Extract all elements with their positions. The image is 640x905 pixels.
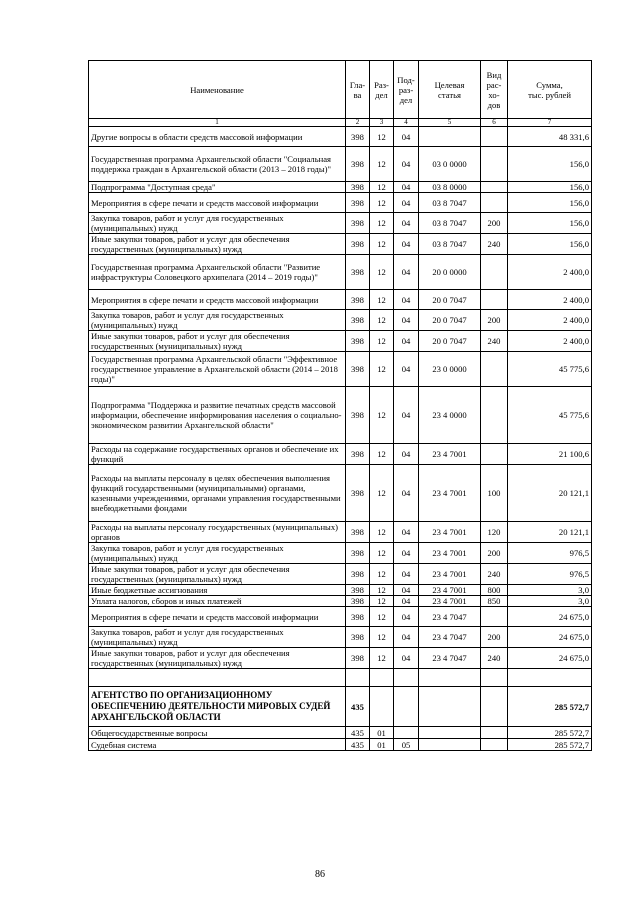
table-row	[89, 193, 592, 213]
header-podrazdel: Под- раз- дел	[394, 61, 419, 119]
row-razdel: 12	[370, 127, 394, 147]
row-summa	[508, 669, 592, 687]
row-razdel: 01	[370, 739, 394, 751]
row-podrazdel: 04	[394, 213, 419, 234]
row-summa: 21 100,6	[508, 444, 592, 465]
row-statya: 03 0 0000	[419, 147, 481, 182]
row-razdel: 12	[370, 387, 394, 444]
row-podrazdel: 04	[394, 234, 419, 255]
row-statya: 03 8 7047	[419, 193, 481, 213]
column-number: 2	[346, 119, 370, 127]
table-row	[89, 465, 592, 522]
row-name: Государственная программа Архангельской области "Развитие инфраструктуры Соловецкого архипелага (2014 – 2019 годы)"	[89, 255, 346, 290]
row-glava: 398	[346, 564, 370, 585]
row-podrazdel: 04	[394, 147, 419, 182]
row-razdel: 12	[370, 331, 394, 352]
row-name: Мероприятия в сфере печати и средств массовой информации	[89, 193, 346, 213]
row-statya: 23 4 7001	[419, 564, 481, 585]
header-vid: Вид рас- хо- дов	[481, 61, 508, 119]
row-razdel: 12	[370, 234, 394, 255]
row-summa: 45 775,6	[508, 387, 592, 444]
row-glava: 435	[346, 739, 370, 751]
row-podrazdel: 04	[394, 607, 419, 627]
column-number-row	[89, 119, 592, 127]
row-name: Уплата налогов, сборов и иных платежей	[89, 596, 346, 607]
row-summa: 24 675,0	[508, 607, 592, 627]
column-number: 6	[481, 119, 508, 127]
table-row	[89, 310, 592, 331]
table-header-row	[89, 61, 592, 119]
row-glava: 398	[346, 127, 370, 147]
row-statya: 23 4 7047	[419, 627, 481, 648]
row-summa: 20 121,1	[508, 522, 592, 543]
row-statya: 23 4 7001	[419, 522, 481, 543]
row-podrazdel: 04	[394, 193, 419, 213]
row-vid: 200	[481, 627, 508, 648]
row-statya: 03 8 7047	[419, 213, 481, 234]
row-summa: 976,5	[508, 543, 592, 564]
row-razdel: 12	[370, 310, 394, 331]
row-vid	[481, 193, 508, 213]
row-vid	[481, 127, 508, 147]
budget-table	[88, 60, 592, 751]
row-name: Государственная программа Архангельской области "Эффективное государственное управление в Архангельской области (2014 – 2018 годы)"	[89, 352, 346, 387]
row-vid	[481, 669, 508, 687]
column-number: 3	[370, 119, 394, 127]
row-razdel: 12	[370, 444, 394, 465]
row-glava: 398	[346, 465, 370, 522]
row-podrazdel: 04	[394, 182, 419, 193]
row-name: Подпрограмма "Доступная среда"	[89, 182, 346, 193]
header-razdel: Раз- дел	[370, 61, 394, 119]
row-name: Иные закупки товаров, работ и услуг для обеспечения государственных (муниципальных) нужд	[89, 648, 346, 669]
header-statya: Целевая статья	[419, 61, 481, 119]
row-podrazdel	[394, 687, 419, 727]
row-glava: 398	[346, 331, 370, 352]
row-name: Расходы на содержание государственных органов и обеспечение их функций	[89, 444, 346, 465]
row-summa: 976,5	[508, 564, 592, 585]
row-glava: 398	[346, 543, 370, 564]
row-vid	[481, 739, 508, 751]
row-name: Иные закупки товаров, работ и услуг для обеспечения государственных (муниципальных) нужд	[89, 564, 346, 585]
row-statya: 23 4 7001	[419, 585, 481, 596]
row-podrazdel	[394, 669, 419, 687]
row-podrazdel: 04	[394, 255, 419, 290]
row-vid	[481, 255, 508, 290]
row-glava: 398	[346, 182, 370, 193]
row-glava: 398	[346, 147, 370, 182]
table-row	[89, 234, 592, 255]
row-razdel: 12	[370, 193, 394, 213]
row-podrazdel: 04	[394, 596, 419, 607]
row-name: Закупка товаров, работ и услуг для государственных (муниципальных) нужд	[89, 543, 346, 564]
column-number: 1	[89, 119, 346, 127]
row-razdel: 12	[370, 255, 394, 290]
row-glava	[346, 669, 370, 687]
row-name: Иные закупки товаров, работ и услуг для обеспечения государственных (муниципальных) нужд	[89, 331, 346, 352]
row-razdel: 12	[370, 648, 394, 669]
row-name: Расходы на выплаты персоналу государственных (муниципальных) органов	[89, 522, 346, 543]
row-summa: 24 675,0	[508, 648, 592, 669]
row-summa: 156,0	[508, 213, 592, 234]
row-podrazdel: 05	[394, 739, 419, 751]
row-razdel: 12	[370, 352, 394, 387]
row-vid: 200	[481, 213, 508, 234]
row-summa: 156,0	[508, 182, 592, 193]
row-statya: 20 0 7047	[419, 290, 481, 310]
row-statya: 23 4 7001	[419, 444, 481, 465]
row-razdel: 12	[370, 290, 394, 310]
row-statya: 23 4 7047	[419, 607, 481, 627]
row-podrazdel: 04	[394, 585, 419, 596]
row-podrazdel: 04	[394, 522, 419, 543]
row-summa: 285 572,7	[508, 739, 592, 751]
row-vid: 240	[481, 331, 508, 352]
row-summa: 285 572,7	[508, 727, 592, 739]
row-name: Иные закупки товаров, работ и услуг для обеспечения государственных (муниципальных) нужд	[89, 234, 346, 255]
row-vid	[481, 444, 508, 465]
row-name: Мероприятия в сфере печати и средств массовой информации	[89, 290, 346, 310]
row-name: Судебная система	[89, 739, 346, 751]
row-vid	[481, 182, 508, 193]
table-row	[89, 669, 592, 687]
table-row	[89, 444, 592, 465]
row-podrazdel: 04	[394, 465, 419, 522]
row-glava: 398	[346, 627, 370, 648]
table-row	[89, 522, 592, 543]
row-podrazdel: 04	[394, 543, 419, 564]
row-summa: 20 121,1	[508, 465, 592, 522]
row-glava: 398	[346, 596, 370, 607]
row-vid: 120	[481, 522, 508, 543]
table-row	[89, 564, 592, 585]
row-glava: 398	[346, 648, 370, 669]
row-glava: 435	[346, 727, 370, 739]
column-number: 5	[419, 119, 481, 127]
column-number: 7	[508, 119, 592, 127]
table-row	[89, 596, 592, 607]
row-razdel	[370, 687, 394, 727]
table-row	[89, 331, 592, 352]
table-row	[89, 352, 592, 387]
table-row	[89, 387, 592, 444]
row-statya	[419, 127, 481, 147]
row-statya: 23 0 0000	[419, 352, 481, 387]
row-name: Общегосударственные вопросы	[89, 727, 346, 739]
row-glava: 398	[346, 234, 370, 255]
row-statya	[419, 727, 481, 739]
row-vid: 240	[481, 648, 508, 669]
table-row	[89, 607, 592, 627]
row-glava: 398	[346, 193, 370, 213]
row-name: Иные бюджетные ассигнования	[89, 585, 346, 596]
table-row	[89, 648, 592, 669]
row-vid	[481, 727, 508, 739]
row-vid	[481, 290, 508, 310]
row-glava: 398	[346, 607, 370, 627]
row-statya: 20 0 7047	[419, 310, 481, 331]
row-statya: 20 0 7047	[419, 331, 481, 352]
row-summa: 2 400,0	[508, 331, 592, 352]
row-statya	[419, 739, 481, 751]
table-row	[89, 543, 592, 564]
row-vid	[481, 607, 508, 627]
row-statya: 03 8 0000	[419, 182, 481, 193]
table-row	[89, 687, 592, 727]
row-name: Закупка товаров, работ и услуг для государственных (муниципальных) нужд	[89, 627, 346, 648]
row-name: АГЕНТСТВО ПО ОРГАНИЗАЦИОННОМУ ОБЕСПЕЧЕНИЮ ДЕЯТЕЛЬНОСТИ МИРОВЫХ СУДЕЙ АРХАНГЕЛЬСКОЙ ОБЛАСТИ	[89, 687, 346, 727]
row-podrazdel: 04	[394, 444, 419, 465]
row-name	[89, 669, 346, 687]
row-podrazdel: 04	[394, 627, 419, 648]
row-razdel: 12	[370, 585, 394, 596]
row-razdel: 12	[370, 627, 394, 648]
row-statya: 23 4 7047	[419, 648, 481, 669]
row-statya: 23 4 7001	[419, 543, 481, 564]
row-vid: 800	[481, 585, 508, 596]
row-statya	[419, 687, 481, 727]
row-glava: 398	[346, 255, 370, 290]
table-row	[89, 585, 592, 596]
row-summa: 156,0	[508, 147, 592, 182]
column-number: 4	[394, 119, 419, 127]
row-statya: 23 4 7001	[419, 465, 481, 522]
row-summa: 156,0	[508, 193, 592, 213]
row-summa: 156,0	[508, 234, 592, 255]
row-summa: 3,0	[508, 596, 592, 607]
row-glava: 398	[346, 522, 370, 543]
row-vid	[481, 387, 508, 444]
row-summa: 2 400,0	[508, 290, 592, 310]
row-summa: 285 572,7	[508, 687, 592, 727]
row-vid: 240	[481, 234, 508, 255]
row-razdel: 12	[370, 596, 394, 607]
row-vid	[481, 147, 508, 182]
row-razdel: 12	[370, 465, 394, 522]
row-vid: 850	[481, 596, 508, 607]
row-razdel: 12	[370, 147, 394, 182]
row-razdel: 12	[370, 213, 394, 234]
row-name: Мероприятия в сфере печати и средств массовой информации	[89, 607, 346, 627]
row-podrazdel	[394, 727, 419, 739]
row-razdel: 12	[370, 522, 394, 543]
row-podrazdel: 04	[394, 290, 419, 310]
row-vid	[481, 687, 508, 727]
row-name: Закупка товаров, работ и услуг для государственных (муниципальных) нужд	[89, 213, 346, 234]
table-row	[89, 727, 592, 739]
row-vid	[481, 352, 508, 387]
row-statya: 23 4 7001	[419, 596, 481, 607]
row-summa: 2 400,0	[508, 255, 592, 290]
row-podrazdel: 04	[394, 648, 419, 669]
row-razdel: 01	[370, 727, 394, 739]
row-podrazdel: 04	[394, 387, 419, 444]
row-podrazdel: 04	[394, 310, 419, 331]
row-statya: 23 4 0000	[419, 387, 481, 444]
row-vid: 240	[481, 564, 508, 585]
row-statya: 03 8 7047	[419, 234, 481, 255]
row-vid: 100	[481, 465, 508, 522]
table-row	[89, 213, 592, 234]
row-vid: 200	[481, 310, 508, 331]
row-glava: 398	[346, 213, 370, 234]
table-row	[89, 739, 592, 751]
row-podrazdel: 04	[394, 352, 419, 387]
table-row	[89, 147, 592, 182]
row-summa: 45 775,6	[508, 352, 592, 387]
row-name: Закупка товаров, работ и услуг для государственных (муниципальных) нужд	[89, 310, 346, 331]
table-row	[89, 290, 592, 310]
row-razdel: 12	[370, 607, 394, 627]
row-glava: 435	[346, 687, 370, 727]
header-name: Наименование	[89, 61, 346, 119]
row-glava: 398	[346, 290, 370, 310]
row-podrazdel: 04	[394, 564, 419, 585]
header-summa: Сумма, тыс. рублей	[508, 61, 592, 119]
row-summa: 2 400,0	[508, 310, 592, 331]
row-razdel: 12	[370, 182, 394, 193]
header-glava: Гла- ва	[346, 61, 370, 119]
row-name: Расходы на выплаты персоналу в целях обеспечения выполнения функций государственными (муниципальными) органами, казенными учреждениями, органами управления государственными внебюджетными фондами	[89, 465, 346, 522]
table-body	[89, 127, 592, 751]
table-row	[89, 127, 592, 147]
row-statya: 20 0 0000	[419, 255, 481, 290]
row-name: Подпрограмма "Поддержка и развитие печатных средств массовой информации, обеспечение информирования населения о социально-экономическом развитии Архангельской области"	[89, 387, 346, 444]
row-summa: 48 331,6	[508, 127, 592, 147]
row-summa: 3,0	[508, 585, 592, 596]
row-glava: 398	[346, 387, 370, 444]
page-number: 86	[315, 869, 325, 880]
row-name: Другие вопросы в области средств массовой информации	[89, 127, 346, 147]
row-statya	[419, 669, 481, 687]
row-glava: 398	[346, 310, 370, 331]
table-row	[89, 255, 592, 290]
table-row	[89, 182, 592, 193]
table-row	[89, 627, 592, 648]
row-glava: 398	[346, 585, 370, 596]
row-summa: 24 675,0	[508, 627, 592, 648]
row-razdel: 12	[370, 543, 394, 564]
row-glava: 398	[346, 352, 370, 387]
row-podrazdel: 04	[394, 127, 419, 147]
row-razdel	[370, 669, 394, 687]
row-name: Государственная программа Архангельской области "Социальная поддержка граждан в Архангельской области (2013 – 2018 годы)"	[89, 147, 346, 182]
row-podrazdel: 04	[394, 331, 419, 352]
row-glava: 398	[346, 444, 370, 465]
row-vid: 200	[481, 543, 508, 564]
row-razdel: 12	[370, 564, 394, 585]
